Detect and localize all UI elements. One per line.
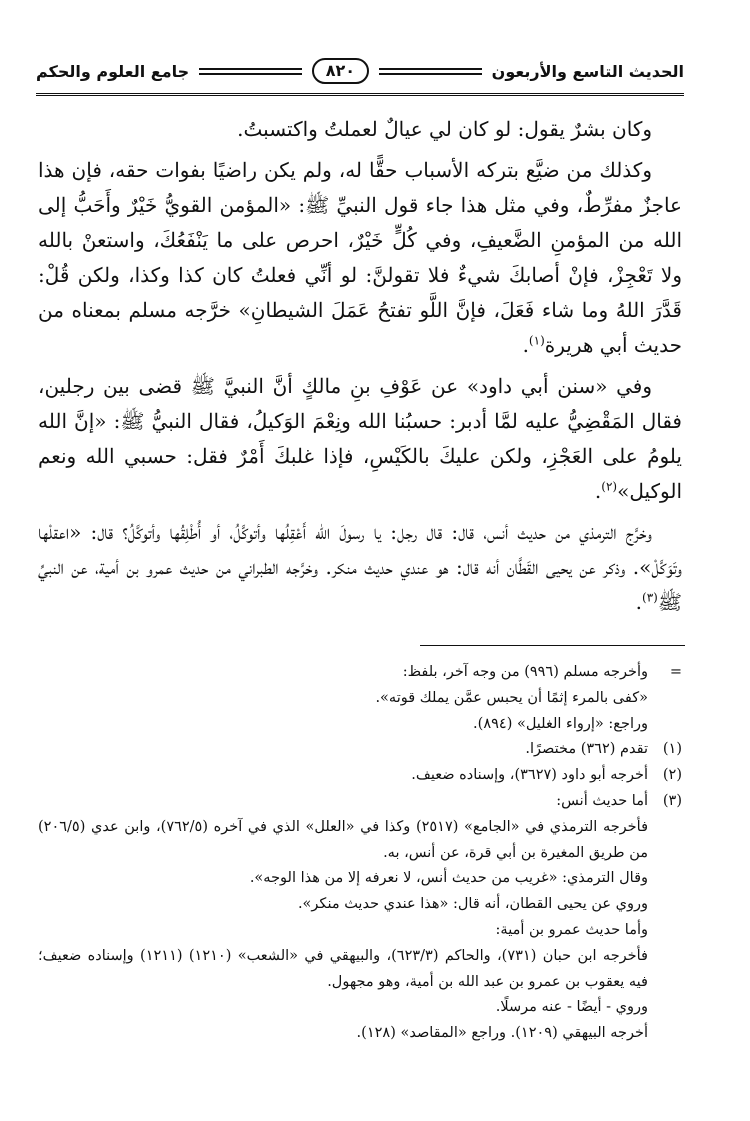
page-number: ٨٢٠ (312, 58, 369, 84)
section-title: الحديث التاسع والأربعون (491, 61, 684, 81)
footnote-line: فأخرجه الترمذي في «الجامع» (٢٥١٧) وكذا في «العلل» الذي في آخره (٧٦٢/٥)، وابن عدي (٢٠٦/٥) من طريق المغيرة بن أبي قرة، عن أنس، به. (38, 818, 648, 861)
paragraph-text: وفي «سنن أبي داود» عن عَوْفِ بنِ مالكٍ أنَّ النبيَّ ﷺ قضى بين رجلين، فقال المَقْضِيُّ عليه لمَّا أدبر: حسبُنا الله ونِعْمَ الوَكيلُ، فقال النبيُّ ﷺ: «إنَّ الله يلومُ على العَجْزِ، ولكن عليكَ بالكَيْسِ، فإذا غلبكَ أَمْرٌ فقل: حسبي الله ونعم الوكيل» (38, 374, 682, 503)
footnote-ref: (٣) (642, 590, 658, 605)
footnote-line: أخرجه البيهقي (١٢٠٩). وراجع «المقاصد» (١٢٨). (356, 1025, 648, 1042)
footnote-line-row (38, 686, 682, 712)
footnote-line-row (38, 815, 682, 867)
paragraph-text: وكذلك من ضيَّع بتركه الأسباب حقًّا له، ولم يكن راضيًا بفوات حقه، فإن هذا عاجزٌ مفرِّطٌ، وفي مثل هذا جاء قول النبيِّ ﷺ: «المؤمن القويُّ خَيْرٌ وأَحَبُّ إلى الله من المؤمنِ الضَّعيفِ، وفي كُلٍّ خَيْرٌ، احرص على ما يَنْفَعُكَ، واستعنْ بالله ولا تَعْجِزْ، فإنْ أصابكَ شيءٌ فلا تقولنَّ: لو أنِّي فعلتُ كان كذا وكذا، ولكن قُلْ: قَدَّرَ اللهُ وما شاء فَعَلَ، فإنَّ اللَّو تفتحُ عَمَلَ الشيطانِ» خرَّجه مسلم بمعناه من حديث أبي هريرة (38, 158, 682, 357)
footnote-ref: (٢) (601, 479, 618, 494)
footnotes (38, 660, 682, 1047)
paragraph: وخرَّج الترمذي من حديث أنس، قال: قال رجل: يا رسولَ الله أَعْقِلُها وأتوكَّلُ، أو أُطْلِقُها وأتوكَّلُ؟ قال: «اعقلْها وتَوَكَّلْ». وذكر عن يحيى القَطَّان أنه قال: هو عندي حديث منكر. وخرَّجه الطبراني من حديث عمرو بن أمية، عن النبيِّ ﷺ$^{(٣)}$. (38, 520, 682, 614)
footnote-line: أما حديث أنس: (556, 792, 648, 809)
book-title: جامع العلوم والحكم (36, 61, 190, 81)
paragraph: وفي «سنن أبي داود» عن عَوْفِ بنِ مالكٍ أنَّ النبيَّ ﷺ قضى بين رجلين، فقال المَقْضِيُّ عليه لمَّا أدبر: حسبُنا الله ونِعْمَ الوَكيلُ، فقال النبيُّ ﷺ: «إنَّ الله يلومُ على العَجْزِ، ولكن عليكَ بالكَيْسِ، فإذا غلبكَ أَمْرٌ فقل: حسبي الله ونعم الوكيل»$^{(٢)}$. (38, 374, 682, 503)
footnote-line-row (38, 1021, 682, 1047)
footnote-line: وقال الترمذي: «غريب من حديث أنس، لا نعرفه إلا من هذا الوجه». (249, 870, 648, 887)
paragraph-text: وكان بشرٌ يقول: لو كان لي عيالٌ لعملتُ واكتسبتُ. (237, 117, 652, 141)
footnote-marker: (٢) (662, 767, 682, 784)
footnote (38, 660, 682, 686)
paragraph: وكذلك من ضيَّع بتركه الأسباب حقًّا له، ولم يكن راضيًا بفوات حقه، فإن هذا عاجزٌ مفرِّطٌ، وفي مثل هذا جاء قول النبيِّ ﷺ: «المؤمن القويُّ خَيْرٌ وأَحَبُّ إلى الله من المؤمنِ الضَّعيفِ، وفي كُلٍّ خَيْرٌ، احرص على ما يَنْفَعُكَ، واستعنْ بالله ولا تَعْجِزْ، فإنْ أصابكَ شيءٌ فلا تقولنَّ: لو أنِّي فعلتُ كان كذا وكذا، ولكن قُلْ: قَدَّرَ اللهُ وما شاء فَعَلَ، فإنَّ اللَّو تفتحُ عَمَلَ الشيطانِ» خرَّجه مسلم بمعناه من حديث أبي هريرة$^{(١)}$. (38, 158, 682, 357)
footnote-line: فأخرجه ابن حبان (٧٣١)، والحاكم (٦٢٣/٣)، والبيهقي في «الشعب» (١٢١٠) (١٢١١) وإسناده ضعيف؛ فيه يعقوب بن عمرو بن عبد الله بن أمية، وهو مجهول. (38, 947, 648, 990)
footnote-marker: (١) (662, 741, 682, 758)
footnote (38, 763, 682, 789)
footnote (38, 789, 682, 815)
footnote-line: وروي عن يحيى القطان، أنه قال: «هذا عندي حديث منكر». (297, 896, 648, 913)
paragraph-text: وخرَّج الترمذي من حديث أنس، قال: قال رجل: يا رسولَ الله أَعْقِلُها وأتوكَّلُ، أو أُطْلِقُها وأتوكَّلُ؟ قال: «اعقلْها وتَوَكَّلْ». وذكر عن يحيى القَطَّان أنه قال: هو عندي حديث منكر. وخرَّجه الطبراني من حديث عمرو بن أمية، عن النبيِّ ﷺ (38, 520, 682, 614)
footnote-line-row (38, 944, 682, 996)
header-underline (36, 93, 684, 96)
footnote-line-row (38, 866, 682, 892)
running-header (36, 50, 684, 92)
footnote-line-row (38, 995, 682, 1021)
footnote-line-row (38, 712, 682, 738)
footnote-line-row (38, 918, 682, 944)
footnote-line-row (38, 892, 682, 918)
paragraph (38, 112, 682, 147)
header-rule-right (379, 68, 482, 75)
footnote-line: وراجع: «إرواء الغليل» (٨٩٤). (473, 715, 648, 732)
footnote-line: «كفى بالمرء إثمًا أن يحبس عمَّن يملك قوته». (375, 689, 648, 706)
main-text (38, 112, 682, 626)
footnote-marker: = (669, 664, 682, 680)
footnote-line: وأخرجه مسلم (٩٩٦) من وجه آخر، بلفظ: (402, 664, 648, 680)
footnote-line: أخرجه أبو داود (٣٦٢٧)، وإسناده ضعيف. (411, 767, 648, 784)
footnote-marker: (٣) (662, 792, 682, 809)
footnote-line: تقدم (٣٦٢) مختصرًا. (525, 741, 648, 758)
footnote-separator (420, 645, 685, 646)
footnote-line: وروي - أيضًا - عنه مرسلًا. (495, 999, 648, 1016)
footnote-ref: (١) (528, 333, 545, 348)
footnote (38, 737, 682, 763)
footnote-line: وأما حديث عمرو بن أمية: (495, 921, 648, 938)
header-rule-left (199, 68, 302, 75)
